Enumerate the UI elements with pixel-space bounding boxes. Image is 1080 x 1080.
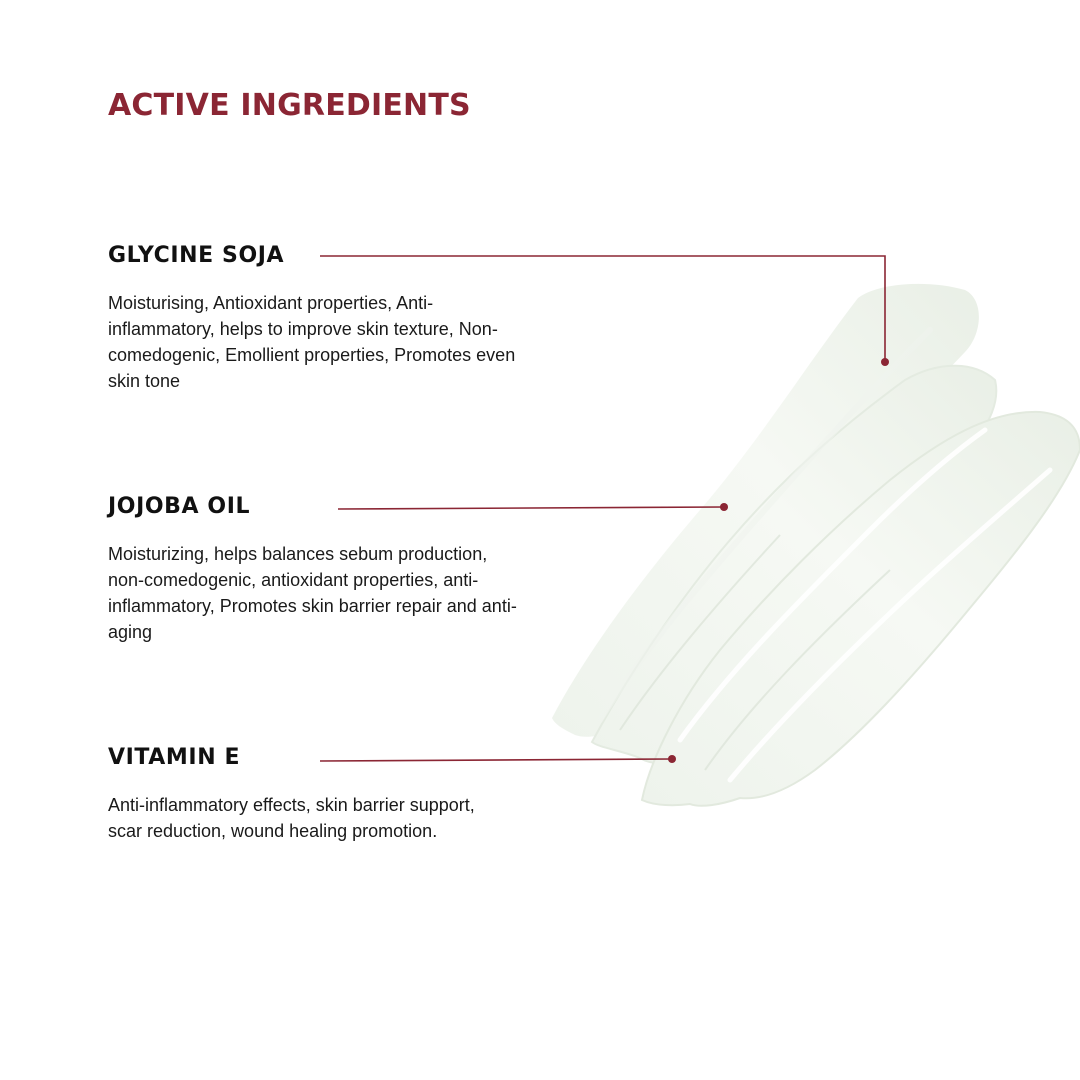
connector-dot-glycine-soja <box>881 358 889 366</box>
ingredient-name-vitamin-e: VITAMIN E <box>108 745 241 770</box>
connector-dot-vitamin-e <box>668 755 676 763</box>
connector-line-vitamin-e <box>320 759 672 761</box>
ingredient-name-jojoba-oil: JOJOBA OIL <box>108 494 251 519</box>
ingredient-description-vitamin-e: Anti-inflammatory effects, skin barrier support, scar reduction, wound healing promotion. <box>108 795 475 841</box>
ingredient-description-jojoba-oil: Moisturizing, helps balances sebum production, non-comedogenic, antioxidant properties, anti-inflammatory, Promotes skin barrier repair and anti-aging <box>108 544 517 642</box>
ingredient-description-glycine-soja: Moisturising, Antioxidant properties, Anti-inflammatory, helps to improve skin texture, Non-comedogenic, Emollient properties, Promotes even skin tone <box>108 293 516 391</box>
ingredient-name-glycine-soja: GLYCINE SOJA <box>108 243 285 268</box>
connector-line-jojoba-oil <box>338 507 724 509</box>
connector-dot-jojoba-oil <box>720 503 728 511</box>
page-title: ACTIVE INGREDIENTS <box>108 88 471 123</box>
